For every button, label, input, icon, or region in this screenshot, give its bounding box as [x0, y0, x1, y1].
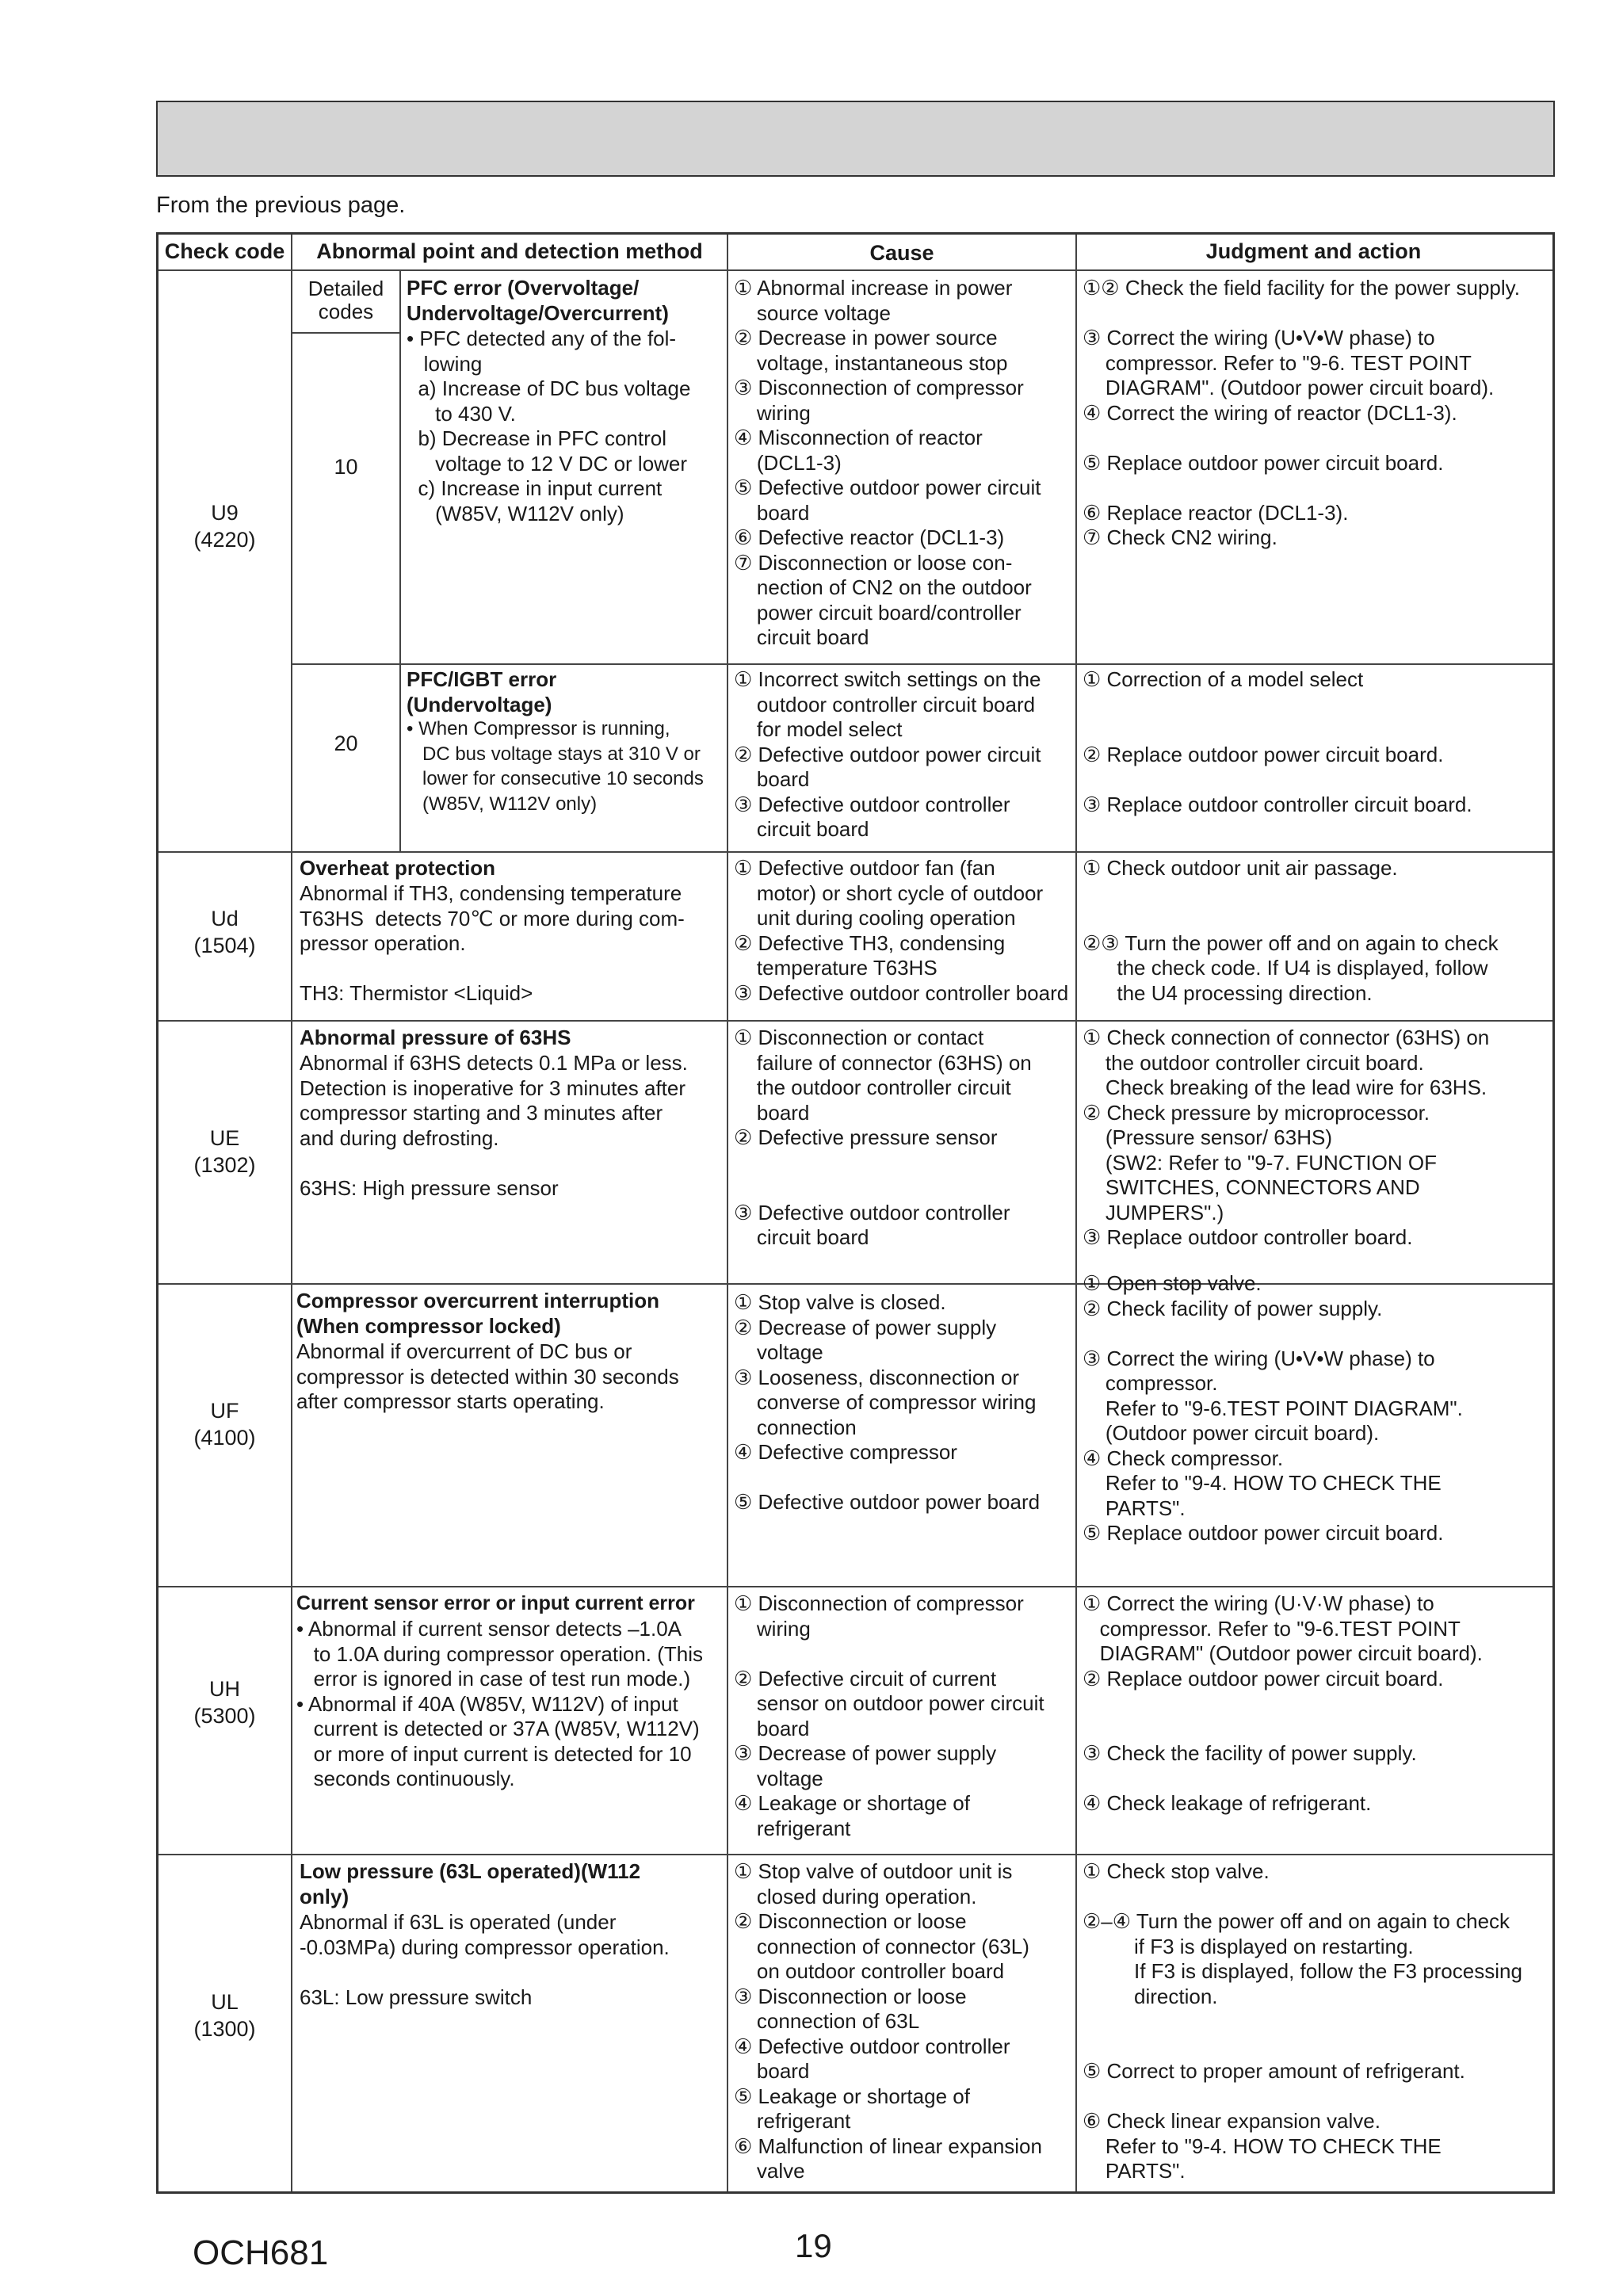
u9-10-judgment: ①② Check the field facility for the power supply. ③ Correct the wiring (U•V•W phase) to compressor. Refer to "9-6. TEST POINT DIAGRAM". (Outdoor power circuit board). ④ Correct the wiring of reactor (DCL1-3). ⑤ Replace outdoor power circuit board. ⑥ Replace reactor (DCL1-3). ⑦ Check CN2 wiring.	[1083, 276, 1520, 549]
ul-cause: ① Stop valve of outdoor unit is closed during operation. ② Disconnection or loose connection of connector (63L) on outdoor controller board ③ Disconnection or loose connection of 63L ④ Defective outdoor controller board ⑤ Leakage or shortage of refrigerant ⑥ Malfunction of linear expansion valve	[734, 1859, 1042, 2183]
check-code-ud: Ud (1504)	[193, 907, 256, 957]
u9-subrow-divider	[292, 663, 1552, 665]
check-code-ue: UE (1302)	[193, 1126, 256, 1177]
detailed-code-10: 10	[334, 455, 358, 479]
page-number: 19	[795, 2227, 832, 2264]
ue-judgment: ① Check connection of connector (63HS) on the outdoor controller circuit board. Check breaking of the lead wire for 63HS. ② Check pressure by microprocessor. (Pressure sensor/ 63HS) (SW2: Refer to "9-7. FUNCTION OF SWITCHES, CONNECTORS AND JUMPERS".) ③ Replace outdoor controller board.	[1083, 1026, 1490, 1249]
ud-title: Overheat protection	[300, 856, 496, 880]
ud-cause: ① Defective outdoor fan (fan motor) or short cycle of outdoor unit during cooling operation ② Defective TH3, condensing temperature T63HS ③ Defective outdoor controller board	[734, 856, 1069, 1005]
ul-body: Abnormal if 63L is operated (under -0.03MPa) during compressor operation. 63L: Low pressure switch	[300, 1910, 670, 2009]
ul-judgment: ① Check stop valve. ②–④ Turn the power off and on again to check if F3 is displayed on restarting. If F3 is displayed, follow the F3 processing direction. ⑤ Correct to proper amount of refrigerant. ⑥ Check linear expansion valve. Refer to "9-4. HOW TO CHECK THE PARTS".	[1083, 1859, 1522, 2183]
u9-10-body: • PFC detected any of the fol- lowing a) Increase of DC bus voltage to 430 V. b) Decrease in PFC control voltage to 12 V DC or lower c) Increase in input current (W85V, W112V only)	[407, 327, 691, 525]
check-code-uf: UF (4100)	[193, 1399, 256, 1450]
uf-title: Compressor overcurrent interruption (When compressor locked)	[296, 1289, 659, 1338]
uh-body: • Abnormal if current sensor detects –1.0A to 1.0A during compressor operation. (This error is ignored in case of test run mode.) • Abnormal if 40A (W85V, W112V) of input current is detected or 37A (W85V, W112V) or more of input current is detected for 10 seconds continuously.	[296, 1617, 704, 1790]
ue-title: Abnormal pressure of 63HS	[300, 1026, 571, 1049]
u9-10-cause: ① Abnormal increase in power source voltage ② Decrease in power source voltage, instantaneous stop ③ Disconnection of compressor wiring ④ Misconnection of reactor (DCL1-3) ⑤ Defective outdoor power circuit board ⑥ Defective reactor (DCL1-3) ⑦ Disconnection or loose con- nection of CN2 on the outdoor power circuit board/controller circuit board	[734, 276, 1041, 649]
uh-title: Current sensor error or input current error	[296, 1592, 695, 1614]
uf-body: Abnormal if overcurrent of DC bus or compressor is detected within 30 seconds after compressor starts operating.	[296, 1339, 679, 1413]
uf-judgment: ① Open stop valve. ② Check facility of power supply. ③ Correct the wiring (U•V•W phase) to compressor. Refer to "9-6.TEST POINT DIAGRAM". (Outdoor power circuit board). ④ Check compressor. Refer to "9-4. HOW TO CHECK THE PARTS". ⑤ Replace outdoor power circuit board.	[1083, 1271, 1463, 1545]
u9-20-judgment: ① Correction of a model select ② Replace outdoor power circuit board. ③ Replace outdoor controller circuit board.	[1083, 667, 1472, 816]
detailed-code-20: 20	[334, 732, 358, 755]
check-code-uh: UH (5300)	[193, 1677, 256, 1728]
row-divider-ud	[158, 851, 1552, 853]
check-code-table	[156, 232, 1555, 2194]
check-code-u9: U9 (4220)	[193, 501, 256, 552]
row-divider-ul	[158, 1854, 1552, 1855]
ud-body: Abnormal if TH3, condensing temperature T63HS detects 70℃ or more during com- pressor operation. TH3: Thermistor <Liquid>	[300, 881, 685, 1005]
row-divider-ue	[158, 1020, 1552, 1022]
ue-body: Abnormal if 63HS detects 0.1 MPa or less. Detection is inoperative for 3 minutes after compressor starting and 3 minutes after and during defrosting. 63HS: High pressure sensor	[300, 1051, 688, 1200]
u9-20-cause: ① Incorrect switch settings on the outdoor controller circuit board for model select ② Defective outdoor power circuit board ③ Defective outdoor controller circuit board	[734, 667, 1041, 841]
col-divider-detail	[399, 269, 401, 851]
ue-cause: ① Disconnection or contact failure of connector (63HS) on the outdoor controller circuit board ② Defective pressure sensor ③ Defective outdoor controller circuit board	[734, 1026, 1032, 1249]
u9-20-title: PFC/IGBT error (Undervoltage)	[407, 667, 557, 716]
model-number: OCH681	[193, 2233, 329, 2272]
u9-20-body: • When Compressor is running, DC bus voltage stays at 310 V or lower for consecutive 10 seconds (W85V, W112V only)	[407, 718, 704, 815]
uf-cause: ① Stop valve is closed. ② Decrease of power supply voltage ③ Looseness, disconnection or converse of compressor wiring connection ④ Defective compressor ⑤ Defective outdoor power board	[734, 1290, 1041, 1514]
detailed-codes-divider	[292, 332, 399, 334]
header-check-code: Check code	[164, 239, 285, 263]
col-divider-3	[1075, 235, 1077, 2191]
continued-note: From the previous page.	[156, 193, 406, 218]
header-divider	[158, 269, 1552, 271]
ud-judgment: ① Check outdoor unit air passage. ②③ Turn the power off and on again to check the check code. If U4 is displayed, follow the U4 processing direction.	[1083, 856, 1499, 1005]
col-divider-2	[727, 235, 728, 2191]
detailed-codes-label: Detailed codes	[307, 277, 384, 323]
header-abnormal: Abnormal point and detection method	[316, 239, 703, 263]
section-header-bar	[156, 101, 1555, 177]
header-cause: Cause	[869, 241, 934, 265]
row-divider-uh	[158, 1586, 1552, 1587]
u9-10-title: PFC error (Overvoltage/ Undervoltage/Overcurrent)	[407, 276, 669, 325]
col-divider-1	[291, 235, 292, 2191]
check-code-ul: UL (1300)	[193, 1990, 256, 2041]
uh-cause: ① Disconnection of compressor wiring ② Defective circuit of current sensor on outdoor power circuit board ③ Decrease of power supply voltage ④ Leakage or shortage of refrigerant	[734, 1591, 1044, 1840]
header-judgment: Judgment and action	[1205, 239, 1422, 263]
ul-title: Low pressure (63L operated)(W112 only)	[300, 1859, 641, 1908]
uh-judgment: ① Correct the wiring (U·V·W phase) to compressor. Refer to "9-6.TEST POINT DIAGRAM" (Outdoor power circuit board). ② Replace outdoor power circuit board. ③ Check the facility of power supply. ④ Check leakage of refrigerant.	[1083, 1591, 1483, 1815]
